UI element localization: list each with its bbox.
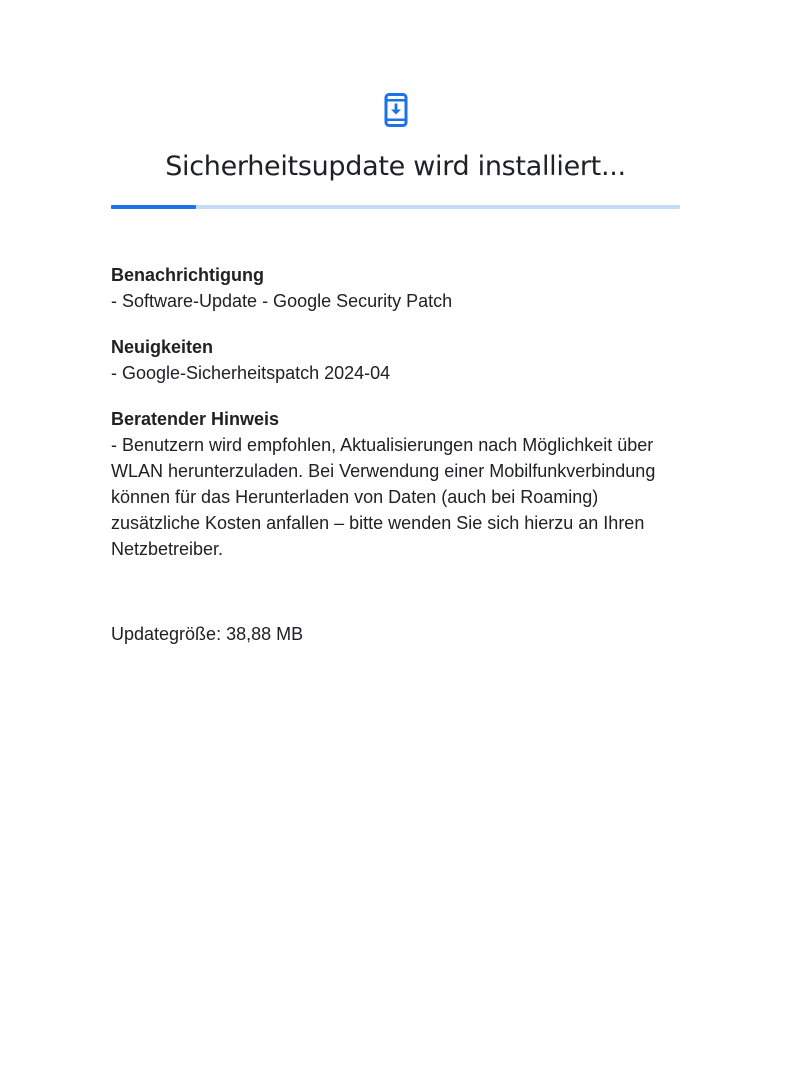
section-advisory	[111, 406, 676, 562]
page-title: Sicherheitsupdate wird installiert...	[165, 151, 626, 182]
section-text: - Software-Update - Google Security Patch	[111, 291, 453, 311]
update-size: Updategröße: 38,88 MB	[111, 624, 304, 644]
section-news	[111, 334, 676, 386]
section-text: - Google-Sicherheitspatch 2024-04	[111, 363, 391, 383]
progress-bar	[111, 205, 680, 209]
section-heading: Benachrichtigung	[111, 265, 265, 285]
section-heading: Beratender Hinweis	[111, 409, 280, 429]
progress-bar-fill	[111, 205, 196, 209]
section-heading: Neuigkeiten	[111, 337, 214, 357]
section-notification	[111, 262, 676, 314]
phone-download-icon	[384, 93, 408, 127]
release-notes	[111, 262, 676, 582]
section-text: - Benutzern wird empfohlen, Aktualisierungen nach Möglichkeit über WLAN herunterzuladen. Bei Verwendung einer Mobilfunkverbindung können für das Herunterladen von Daten (auch bei Roaming) zusätzliche Kosten anfallen – bitte wenden Sie sich hierzu an Ihren Netzbetreiber.	[111, 435, 656, 559]
